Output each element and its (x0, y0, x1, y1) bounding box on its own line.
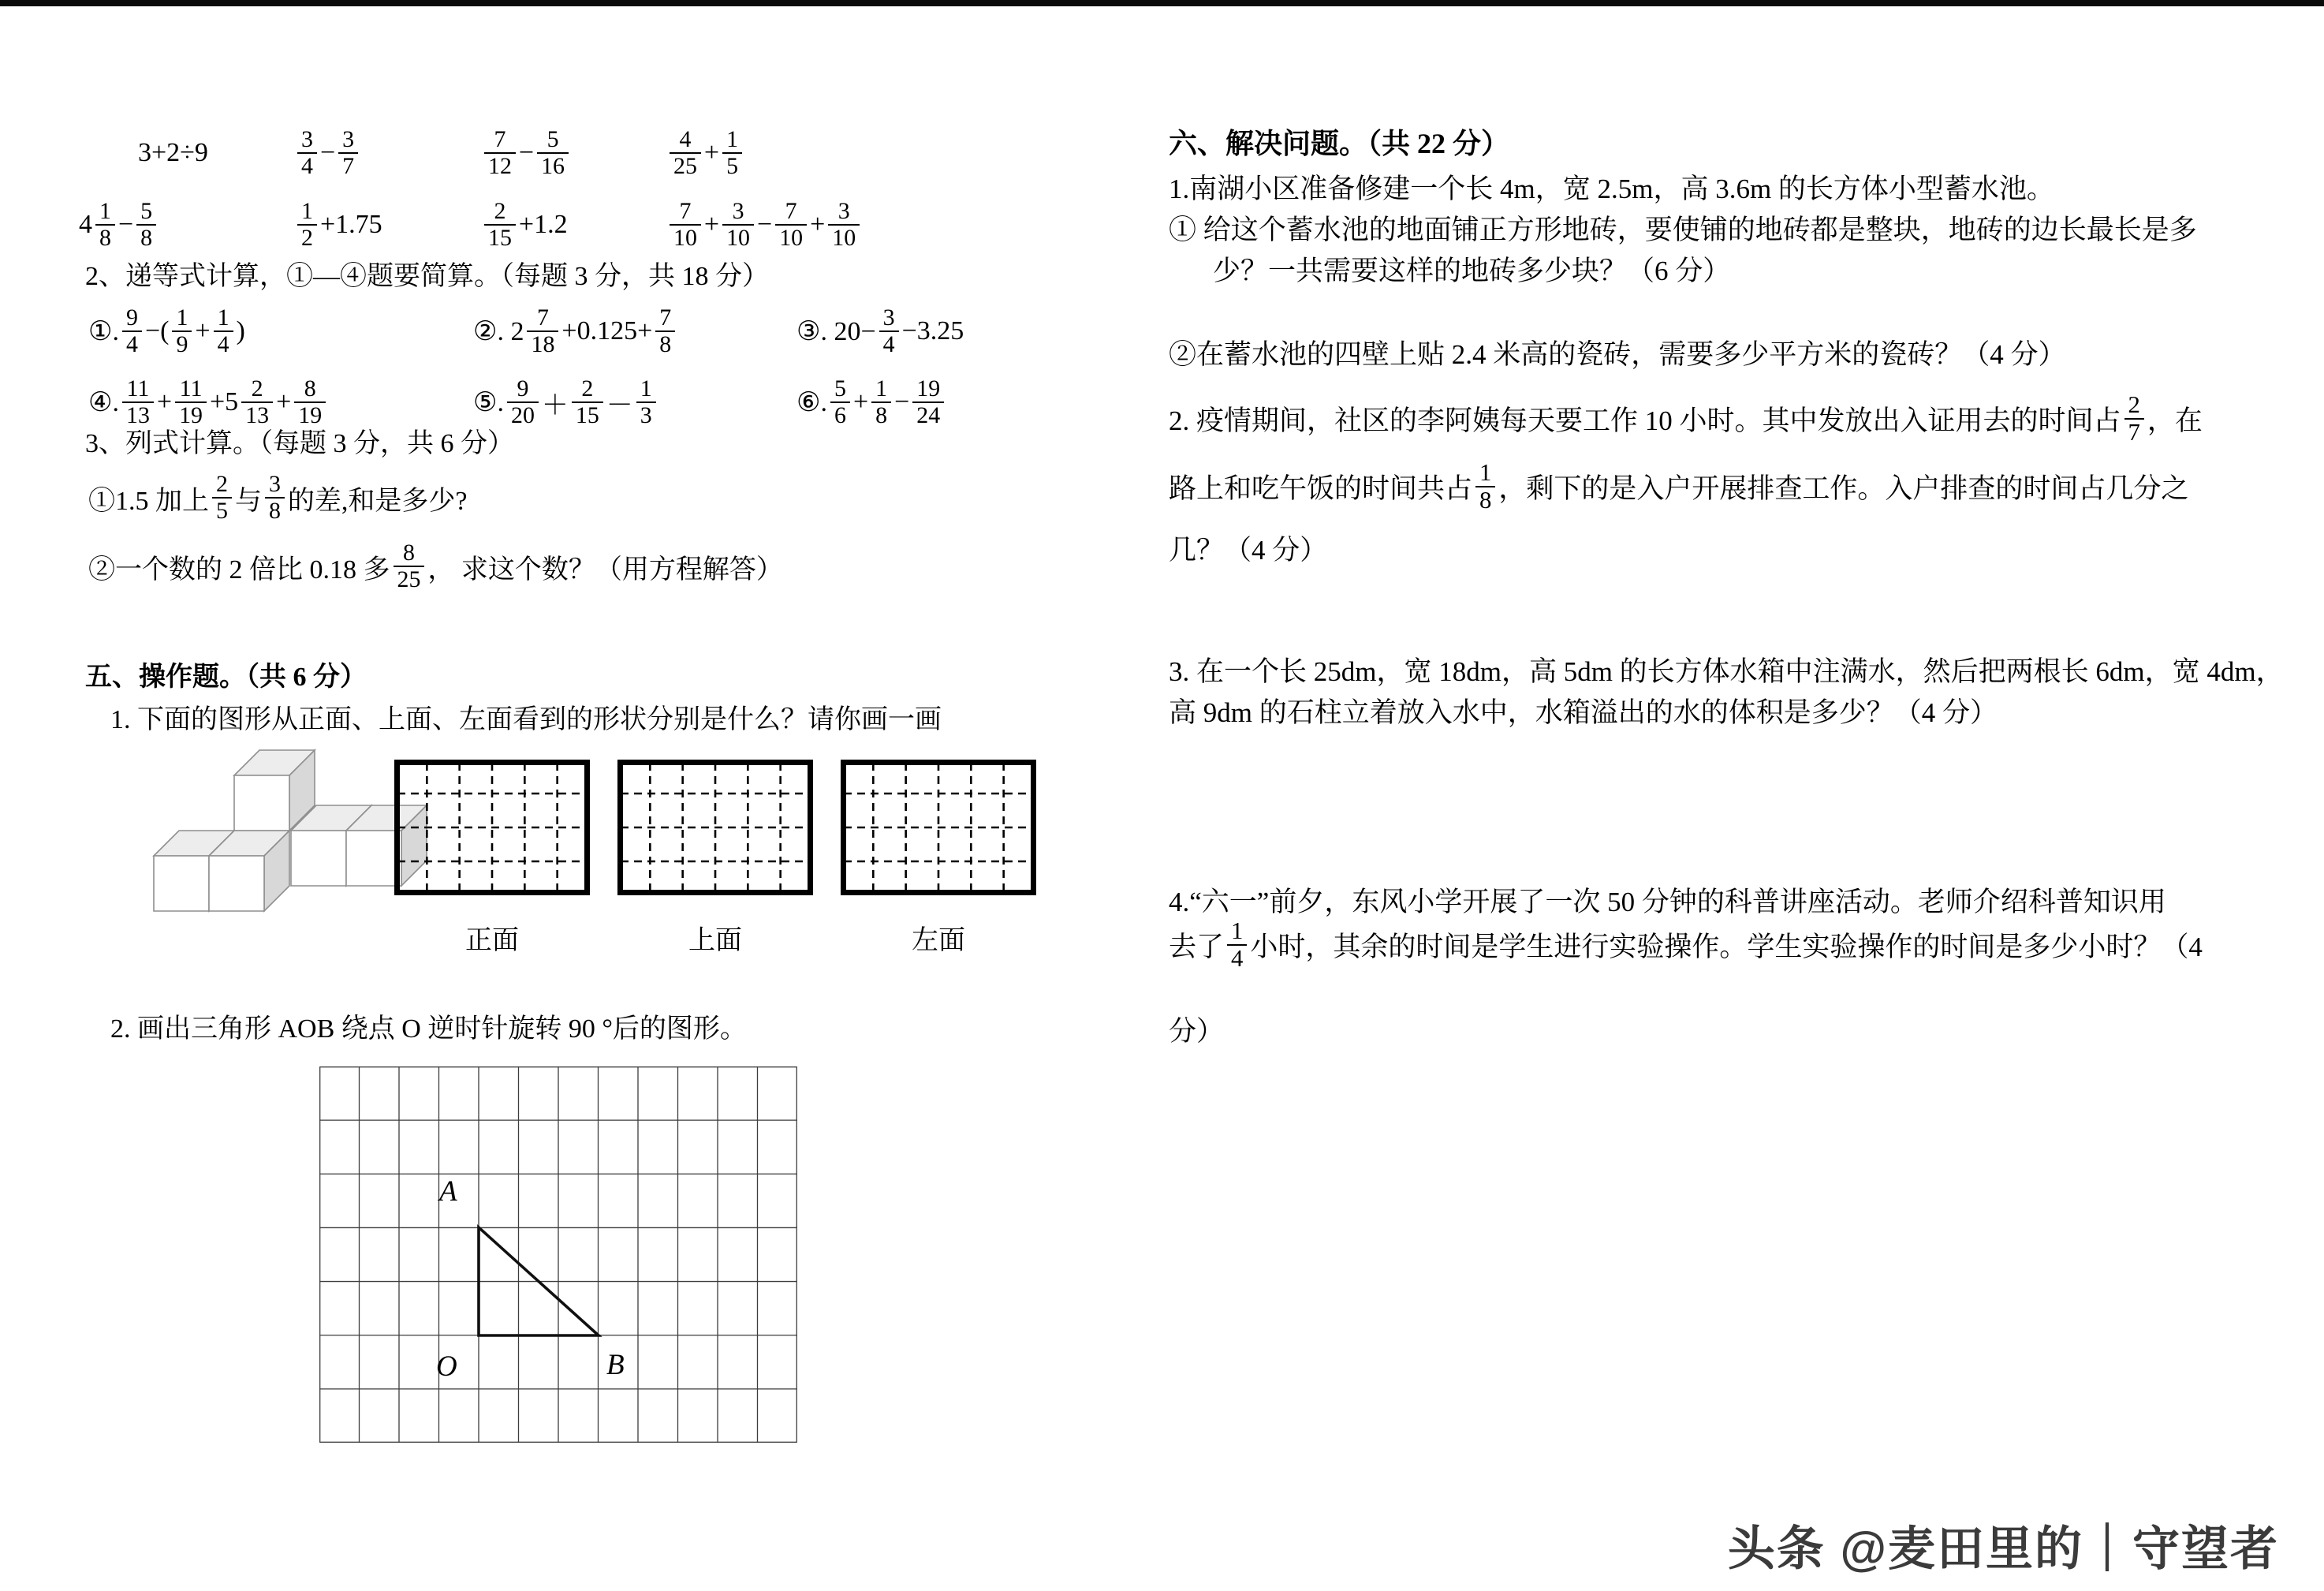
section3-title: 3、列式计算。（每题 3 分，共 6 分） (85, 429, 514, 458)
answer-grid-left (841, 760, 1036, 895)
word-calc-item-2: ②一个数的 2 倍比 0.18 多 $\frac{8}{25}$ ， 求这个数？（用方程解答） (88, 539, 783, 592)
oral-expression: $\frac{3}{4}$ − $\frac{3}{7}$ (294, 120, 361, 186)
fraction: $\frac{5}{8}$ (136, 199, 156, 252)
calc-item-3: ③. 20− $\frac{3}{4}$ −3.25 (796, 304, 964, 357)
problem4-line: 4.“六一”前夕，东风小学开展了一次 50 分钟的科普讲座活动。老师介绍科普知识用 (1169, 887, 2166, 917)
oral-expression: 4 $\frac{1}{8}$ − $\frac{5}{8}$ (79, 192, 159, 258)
calc-item-2: ②. 2 $\frac{7}{18}$ +0.125+ $\frac{7}{8}$ (473, 298, 678, 364)
problem1-sub2-line: ②在蓄水池的四壁上贴 2.4 米高的瓷砖，需要多少平方米的瓷砖？（4 分） (1169, 339, 2066, 370)
fraction: $\frac{5}{6}$ (830, 376, 850, 429)
triangle-vertex-a-label: A (439, 1175, 457, 1208)
triangle-vertex-b-label: B (606, 1349, 625, 1381)
problem2-line: 2. 疫情期间，社区的李阿姨每天要工作 10 小时。其中发放出入证用去的时间占 $\frac{2}{7}$ ，在 (1169, 390, 2203, 446)
fraction: $\frac{3}{10}$ (828, 199, 860, 252)
top-border-bar (0, 0, 2324, 6)
fraction: $\frac{7}{18}$ (527, 305, 558, 358)
fraction: $\frac{1}{9}$ (172, 305, 192, 358)
section5-item2-text: 2. 画出三角形 AOB 绕点 O 逆时针旋转 90 °后的图形。 (110, 1014, 747, 1044)
triangle-vertex-o-label: O (436, 1350, 457, 1383)
problem4-line: 分） (1169, 1016, 1225, 1047)
fraction: $\frac{1}{8}$ (871, 376, 891, 429)
fraction: $\frac{3}{7}$ (338, 127, 358, 180)
fraction: $\frac{5}{16}$ (537, 127, 569, 180)
problem3-line: 3. 在一个长 25dm，宽 18dm，高 5dm 的长方体水箱中注满水，然后把两根长 6dm，宽 4dm， (1169, 656, 2284, 687)
word-calc-item-1: ①1.5 加上 $\frac{2}{5}$ 与 $\frac{3}{8}$ 的差,和是多少? (88, 470, 468, 524)
problem2-line: 路上和吃午饭的时间共占 $\frac{1}{8}$ ，剩下的是入户开展排查工作。入户排查的时间占几分之 (1169, 458, 2189, 514)
fraction: $\frac{7}{8}$ (655, 305, 675, 358)
section6-title: 六、解决问题。（共 22 分） (1169, 128, 1510, 159)
problem1-sub1-line: 少？一共需要这样的地砖多少块？（6 分） (1213, 256, 1731, 286)
fraction: $\frac{1}{5}$ (722, 127, 742, 180)
answer-grid-front (394, 760, 590, 895)
fraction: $\frac{2}{5}$ (212, 472, 232, 525)
oral-expression: $\frac{1}{2}$ +1.75 (294, 192, 382, 258)
fraction: $\frac{3}{4}$ (879, 305, 899, 358)
fraction: $\frac{2}{7}$ (2124, 392, 2144, 446)
oral-expression: $\frac{4}{25}$ + $\frac{1}{5}$ (666, 120, 745, 186)
fraction: $\frac{1}{8}$ (95, 199, 115, 252)
grid-label-left: 左面 (912, 926, 965, 955)
oral-expression: $\frac{7}{10}$ + $\frac{3}{10}$ − $\frac{7}{10}$ + $\frac{3}{10}$ (666, 192, 863, 258)
section5-title: 五、操作题。（共 6 分） (85, 663, 367, 692)
fraction: $\frac{2}{15}$ (484, 199, 516, 252)
watermark-text: 头条 @麦田里的｜守望者 (1727, 1522, 2279, 1575)
fraction: $\frac{2}{15}$ (572, 376, 603, 429)
fraction: $\frac{9}{20}$ (507, 376, 539, 429)
answer-grid-top (617, 760, 813, 895)
fraction: $\frac{4}{25}$ (670, 127, 701, 180)
fraction: $\frac{1}{2}$ (297, 199, 317, 252)
fraction: $\frac{11}{19}$ (175, 376, 207, 429)
problem2-line: 几？（4 分） (1169, 535, 1328, 566)
calc-item-6: ⑥. $\frac{5}{6}$ + $\frac{1}{8}$ − $\frac{19}{24}$ (796, 369, 947, 435)
oral-expression: 3+2÷9 (138, 138, 208, 167)
fraction: $\frac{3}{4}$ (297, 127, 317, 180)
fraction: $\frac{1}{3}$ (636, 376, 656, 429)
fraction: $\frac{1}{8}$ (1475, 460, 1495, 514)
fraction: $\frac{3}{8}$ (265, 472, 285, 525)
problem4-line: 去了 $\frac{1}{4}$ 小时，其余的时间是学生进行实验操作。学生实验操作的时间是多少小时？（4 (1169, 917, 2203, 972)
calc-item-4: ④. $\frac{11}{13}$ + $\frac{11}{19}$ +5 $\frac{2}{13}$ + $\frac{8}{19}$ (88, 369, 329, 435)
fraction: $\frac{2}{13}$ (241, 376, 273, 429)
section5-item1-text: 1. 下面的图形从正面、上面、左面看到的形状分别是什么？请你画一画 (110, 705, 942, 734)
problem3-line: 高 9dm 的石柱立着放入水中，水箱溢出的水的体积是多少？（4 分） (1169, 697, 1998, 728)
rotation-grid (319, 1066, 797, 1443)
fraction: $\frac{3}{10}$ (722, 199, 754, 252)
fraction: $\frac{1}{4}$ (214, 305, 233, 358)
section2-title: 2、递等式计算，①—④题要简算。（每题 3 分，共 18 分） (85, 262, 769, 291)
fraction: $\frac{8}{25}$ (394, 540, 425, 593)
calc-item-5: ⑤. $\frac{9}{20}$ ＋ $\frac{2}{15}$ － $\frac{1}{3}$ (473, 369, 659, 435)
oral-expression: $\frac{7}{12}$ − $\frac{5}{16}$ (481, 120, 572, 186)
fraction: $\frac{8}{19}$ (294, 376, 326, 429)
fraction: $\frac{11}{13}$ (122, 376, 154, 429)
grid-label-top: 上面 (688, 926, 742, 955)
fraction: $\frac{7}{12}$ (484, 127, 516, 180)
calc-item-1: ①. $\frac{9}{4}$ −( $\frac{1}{9}$ + $\frac{1}{4}$ ) (88, 304, 245, 357)
fraction: $\frac{9}{4}$ (122, 305, 142, 358)
grid-label-front: 正面 (465, 926, 519, 955)
problem1-sub1-line: ① 给这个蓄水池的地面铺正方形地砖，要使铺的地砖都是整块，地砖的边长最长是多 (1169, 215, 2197, 245)
fraction: $\frac{1}{4}$ (1227, 918, 1247, 973)
problem1-line: 1.南湖小区准备修建一个长 4m，宽 2.5m，高 3.6m 的长方体小型蓄水池。 (1169, 174, 2054, 204)
fraction: $\frac{7}{10}$ (670, 199, 701, 252)
oral-expression: $\frac{2}{15}$ +1.2 (481, 192, 568, 258)
fraction: $\frac{19}{24}$ (912, 376, 944, 429)
fraction: $\frac{7}{10}$ (775, 199, 807, 252)
